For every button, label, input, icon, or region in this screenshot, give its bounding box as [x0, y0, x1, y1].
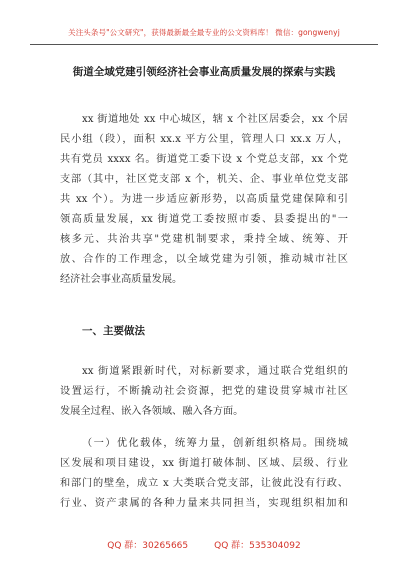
intro-line: 核多元、共治共享"党建机制要求，秉持全域、统筹、开 — [60, 234, 348, 245]
optimize-line: 和部门的壁垒，成立 x 大类联合党支部，让彼此没有行政、 — [60, 478, 348, 489]
intro-line: 领高质量发展，xx 街道党工委按照市委、县委提出的"一 — [60, 214, 348, 225]
intro-line: 民小组（段），面积 xx.x 平方公里，管理人口 xx.x 万人， — [60, 134, 348, 145]
intro-line: 共有党员 xxxx 名。街道党工委下设 x 个党总支部，xx 个党 — [60, 154, 348, 165]
header-banner — [30, 23, 378, 45]
optimize-line: 行业、资产隶属的各种力量来共同担当，实现组织相加和 — [60, 498, 348, 509]
intro-line: 放、合作的工作理念，以全域党建为引领，推动城市社区 — [60, 254, 348, 265]
intro-paragraph — [60, 110, 348, 290]
footer-contact — [0, 538, 408, 551]
footer-qq-group-2[interactable]: QQ 群：535304092 — [214, 541, 301, 551]
practice-line: 发展全过程、嵌入各领域、融入各方面。 — [60, 406, 244, 417]
optimize-line: （一）优化载体，统筹力量，创新组织格局。围绕城 — [82, 438, 348, 449]
optimize-line: 区发展和项目建设，xx 街道打破体制、区域、层级、行业 — [60, 458, 348, 469]
intro-line: xx 街道地处 xx 中心城区，辖 x 个社区居委会，xx 个居 — [82, 114, 348, 125]
practice-paragraph — [60, 362, 348, 422]
intro-line: 支部（其中，社区党支部 x 个，机关、企、事业单位党支部 — [60, 174, 348, 185]
document-title: 街道全域党建引领经济社会事业高质量发展的探索与实践 — [72, 66, 336, 78]
header-banner-text[interactable]: 关注头条号"公文研究"，获得最新最全最专业的公文资料库！ 微信：gongwenyj — [68, 28, 340, 37]
practice-line: 设置运行，不断撬动社会资源，把党的建设贯穿城市社区 — [60, 386, 348, 397]
intro-line: 共 xx 个）。为进一步适应新形势，以高质量党建保障和引 — [60, 194, 348, 205]
practice-line: xx 街道紧跟新时代，对标新要求，通过联合党组织的 — [82, 366, 348, 377]
optimize-paragraph — [60, 434, 348, 514]
intro-line: 经济社会事业高质量发展。 — [60, 274, 183, 285]
footer-qq-group-1[interactable]: QQ 群：30265665 — [107, 541, 189, 551]
section-heading: 一、主要做法 — [82, 325, 145, 337]
